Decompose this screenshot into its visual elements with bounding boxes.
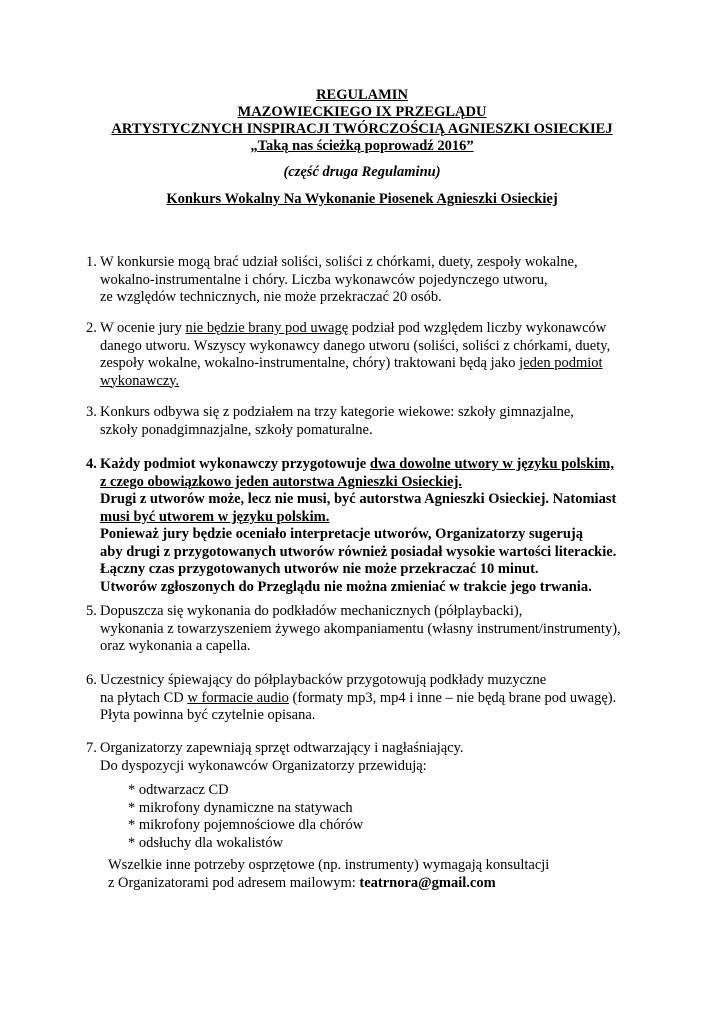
doc-title-line2: MAZOWIECKIEGO IX PRZEGLĄDU	[237, 104, 487, 120]
item-line: danego utworu. Wszyscy wykonawcy danego utworu (soliści, soliści z chórkami, duety,	[100, 337, 611, 354]
item-line: Każdy podmiot wykonawczy przygotowuje dwa dowolne utwory w języku polskim,	[100, 456, 614, 472]
item-line: wykonawczy.	[100, 372, 180, 389]
item-line: wykonania z towarzyszeniem żywego akompaniamentu (własny instrument/instrumenty),	[100, 620, 621, 637]
item-line: aby drugi z przygotowanych utworów również posiadał wysokie wartości literackie.	[100, 543, 617, 560]
note-line: z Organizatorami pod adresem mailowym: teatrnora@gmail.com	[108, 874, 496, 891]
item-line: Drugi z utworów może, lecz nie musi, być autorstwa Agnieszki Osieckiej. Natomiast	[100, 491, 617, 507]
list-item: * odtwarzacz CD	[128, 782, 229, 798]
doc-subtitle: (część druga Regulaminu)	[283, 164, 441, 180]
item-line: Ponieważ jury będzie oceniało interpretacje utworów, Organizatorzy sugerują	[100, 526, 583, 542]
item-line: Płyta powinna być czytelnie opisana.	[100, 707, 316, 723]
contact-note	[108, 857, 549, 892]
equipment-list	[128, 782, 363, 852]
section-title: Konkurs Wokalny Na Wykonanie Piosenek Agnieszki Osieckiej	[166, 191, 558, 207]
item-line: szkoły ponadgimnazjalne, szkoły pomaturalne.	[100, 421, 373, 438]
item-line: na płytach CD w formacie audio (formaty mp3, mp4 i inne – nie będą brane pod uwagę).	[100, 689, 617, 706]
item-line: Łączny czas przygotowanych utworów nie może przekraczać 10 minut.	[100, 561, 539, 577]
item-line: Uczestnicy śpiewający do półplaybacków przygotowują podkłady muzyczne	[100, 672, 547, 688]
item-line: Dopuszcza się wykonania do podkładów mechanicznych (półplaybacki),	[100, 603, 523, 619]
doc-title-line4: „Taką nas ścieżką poprowadź 2016”	[250, 138, 474, 154]
doc-title-line3: ARTYSTYCZNYCH INSPIRACJI TWÓRCZOŚCIĄ AGNIESZKI OSIECKIEJ	[111, 121, 613, 137]
item-line: ze względów technicznych, nie może przekraczać 20 osób.	[100, 289, 442, 305]
item-line: zespoły wokalne, wokalno-instrumentalne, chóry) traktowani będą jako jeden podmiot	[100, 355, 603, 371]
item-line: Konkurs odbywa się z podziałem na trzy kategorie wiekowe: szkoły gimnazjalne,	[100, 404, 574, 420]
item-line: W konkursie mogą brać udział soliści, soliści z chórkami, duety, zespoły wokalne,	[100, 254, 578, 270]
email-link[interactable]: teatrnora@gmail.com	[359, 874, 496, 891]
list-item: * odsłuchy dla wokalistów	[128, 834, 284, 851]
note-line: Wszelkie inne potrzeby osprzętowe (np. instrumenty) wymagają konsultacji	[108, 857, 550, 873]
item-number: 6.	[86, 672, 97, 688]
list-item: * mikrofony dynamiczne na statywach	[128, 799, 353, 816]
item-line: Utworów zgłoszonych do Przeglądu nie można zmieniać w trakcie jego trwania.	[100, 578, 592, 595]
item-number: 4.	[86, 456, 97, 472]
item-line: Do dyspozycji wykonawców Organizatorzy przewidują:	[100, 757, 427, 774]
item-number: 2.	[86, 320, 97, 336]
item-line: musi być utworem w języku polskim.	[100, 508, 330, 525]
item-line: W ocenie jury nie będzie brany pod uwagę podział pod względem liczby wykonawców	[100, 320, 607, 336]
item-line: oraz wykonania a capella.	[100, 638, 251, 654]
item-line: Organizatorzy zapewniają sprzęt odtwarzający i nagłaśniający.	[100, 740, 464, 756]
item-number: 7.	[86, 740, 97, 756]
item-number: 1.	[86, 254, 97, 270]
doc-title: REGULAMIN	[316, 87, 408, 103]
item-line: z czego obowiązkowo jeden autorstwa Agnieszki Osieckiej.	[100, 473, 463, 490]
item-number: 3.	[86, 404, 97, 420]
item-line: wokalno-instrumentalne i chóry. Liczba wykonawców pojedynczego utworu,	[100, 271, 548, 288]
list-item: * mikrofony pojemnościowe dla chórów	[128, 817, 364, 833]
item-number: 5.	[86, 603, 97, 619]
